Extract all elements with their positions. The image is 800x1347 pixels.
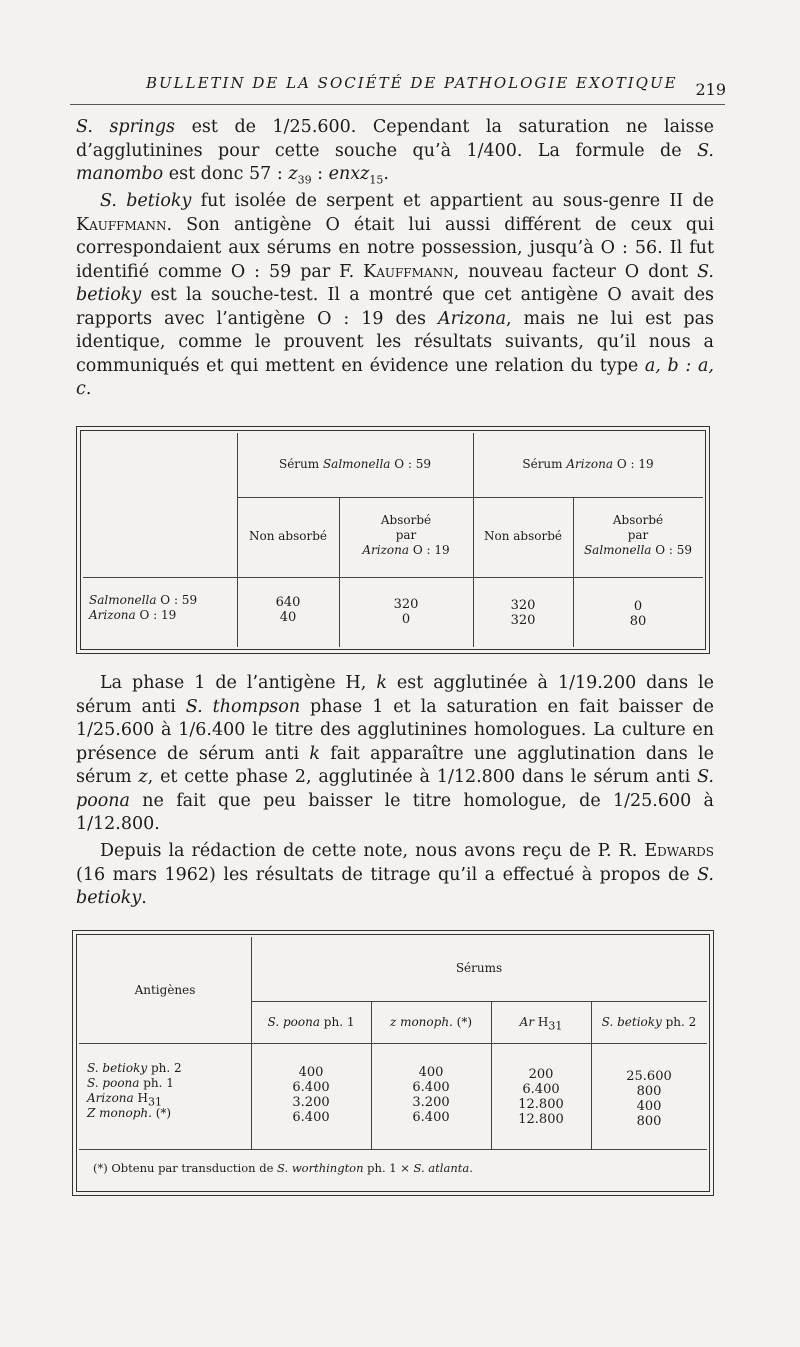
text-run: Depuis la rédaction de cette note, nous avons reçu de P. R.	[100, 841, 645, 861]
species-name: S. betioky	[601, 1015, 662, 1029]
page-number: 219	[695, 80, 726, 99]
table-cell: 3.200	[292, 1095, 330, 1110]
formula-factor: enxz	[328, 164, 370, 184]
species-name: S. springs	[76, 117, 176, 137]
author-name: Kauffmann	[76, 214, 167, 235]
text-run: H	[133, 1091, 148, 1105]
subheader-non-absorbe-2: Non absorbé	[483, 529, 562, 543]
text-run: est agglutinée à 1/19.200 dans le sérum anti	[76, 673, 714, 717]
text-run: O : 19	[409, 543, 450, 557]
paragraph-3	[76, 672, 714, 837]
text-run: ph. 2	[661, 1015, 697, 1029]
genus-name: Ar	[519, 1015, 535, 1029]
species-name: S. betioky	[87, 1061, 148, 1075]
table-cell: 3.200	[412, 1095, 450, 1110]
text-run: Sérum	[278, 457, 323, 471]
table-cell: 6.400	[412, 1080, 450, 1095]
paragraph-4	[76, 840, 714, 911]
text-run: est la souche-test. Il a montré que cet antigène O avait des rapports avec l’antigène O : 19 des	[76, 285, 714, 329]
text-run: .	[383, 164, 389, 184]
table-agglutination-h	[72, 930, 714, 1196]
author-name: Kauffmann	[363, 261, 454, 282]
text-run: O : 59	[651, 543, 693, 557]
text-line: Absorbé	[380, 513, 432, 527]
table-cell: 400	[636, 1099, 662, 1114]
species-name: S. poona	[87, 1076, 140, 1090]
row-label	[87, 1076, 247, 1091]
antigen-factor: k	[376, 673, 387, 693]
genus-name: Arizona	[437, 308, 507, 329]
subscript: 31	[147, 1095, 162, 1109]
table-cell: 25.600	[626, 1069, 672, 1084]
header-rule	[70, 104, 725, 105]
text-run: , et cette phase 2, agglutinée à 1/12.800 dans le sérum anti	[147, 767, 698, 787]
paragraph-1	[76, 116, 714, 192]
text-run: .	[85, 379, 92, 399]
table-cell: 400	[418, 1065, 444, 1080]
text-run: (*)	[452, 1015, 473, 1029]
table-cell: 800	[636, 1114, 662, 1129]
text-run: (16 mars 1962) les résultats de titrage qu’il a effectué à propos de	[76, 864, 698, 885]
footnote-rule	[79, 1149, 707, 1150]
paragraph-2	[76, 190, 714, 402]
text-run: . Son antigène O était lui aussi différent de ceux qui correspondaient aux sérums en notre possession, jusqu’à O : 56. Il fut identifié comme O : 59 par F.	[76, 214, 714, 282]
text-line: Absorbé	[612, 513, 664, 527]
genus-name: Salmonella	[583, 543, 652, 557]
table-cell: 40	[279, 610, 297, 625]
table-cell: 320	[510, 613, 536, 628]
text-run: (*) Obtenu par transduction de	[93, 1161, 278, 1175]
text-run: est de 1/25.600. Cependant la saturation ne laisse d’agglutinines pour cette souche qu’à 1/400. La formule de	[76, 117, 714, 161]
species-name: z monoph.	[389, 1015, 453, 1029]
group-header-arizona	[473, 457, 703, 472]
col-header-s-poona	[251, 1015, 371, 1030]
row-label	[89, 608, 235, 623]
table-cell: 0	[401, 612, 411, 627]
col-header-z-monoph	[371, 1015, 491, 1030]
header-rule	[251, 1001, 707, 1002]
table-cell: 320	[393, 597, 419, 612]
subheader-non-absorbe-1: Non absorbé	[248, 529, 327, 543]
table-cell: 640	[275, 595, 301, 610]
table-cell: 0	[633, 599, 643, 614]
running-header	[76, 74, 726, 102]
table-cell: 800	[636, 1084, 662, 1099]
text-run: O : 19	[135, 608, 177, 622]
table-cell: 12.800	[518, 1112, 564, 1127]
text-line: par	[395, 528, 417, 542]
formula-factor: z	[288, 164, 298, 184]
text-run: , mais ne lui est pas identique, comme le prouvent les résultats suivants, qu’il nous a communiqués et qui mettent en évidence une relation du type	[76, 308, 715, 376]
running-title: BULLETIN DE LA SOCIÉTÉ DE PATHOLOGIE EXOTIQUE	[146, 74, 678, 92]
antigen-factor: z	[138, 767, 148, 787]
species-name: S. manombo	[76, 140, 714, 184]
group-header-salmonella	[237, 457, 473, 472]
text-run: ph. 1 ×	[363, 1161, 414, 1175]
table-cell: 400	[298, 1065, 324, 1080]
text-run: O : 59	[156, 593, 198, 607]
antigen-factor: k	[309, 743, 320, 764]
row-label	[87, 1106, 247, 1121]
text-run: phase 1 et la saturation en fait baisser de 1/25.600 à 1/6.400 le titre des agglutinines homologues. La culture en présence de sérum anti	[76, 696, 714, 764]
table-cell: 6.400	[522, 1082, 560, 1097]
text-run: , nouveau facteur O dont	[453, 261, 698, 282]
table-cell: 6.400	[292, 1080, 330, 1095]
species-name: S. betioky	[100, 191, 192, 211]
body-rule	[79, 1043, 707, 1044]
text-run: (*)	[151, 1106, 172, 1120]
species-name: S. thompson	[185, 696, 301, 717]
text-run: La phase 1 de l’antigène H,	[100, 673, 377, 693]
text-run: ph. 1	[319, 1015, 355, 1029]
header-rule	[237, 497, 703, 498]
table-agglutination-o	[76, 426, 710, 654]
text-run: .	[141, 888, 147, 908]
table-cell: 320	[510, 598, 536, 613]
species-name: Z monoph.	[87, 1106, 152, 1120]
table-footnote	[93, 1161, 693, 1175]
text-run: O : 19	[613, 457, 654, 471]
text-line	[339, 543, 473, 558]
species-name: S. poona	[76, 767, 714, 811]
text-run: .	[469, 1161, 473, 1175]
text-line: par	[627, 528, 649, 542]
genus-name: Arizona	[87, 1091, 134, 1105]
genus-name: Salmonella	[322, 457, 391, 471]
genus-name: Arizona	[362, 543, 410, 557]
species-name: S. betioky	[76, 261, 714, 305]
header-serums: Sérums	[455, 961, 503, 975]
species-name: S. atlanta	[413, 1161, 470, 1175]
text-run: ne fait que peu baisser le titre homologue, de 1/25.600 à 1/12.800.	[76, 790, 714, 834]
genus-name: Salmonella	[89, 593, 157, 607]
subheader-absorbe-arizona	[339, 513, 473, 558]
body-rule	[83, 577, 703, 578]
text-run: fut isolée de serpent et appartient au sous-genre II de	[191, 191, 714, 211]
text-run: est donc 57 :	[163, 164, 289, 184]
text-run: ph. 2	[147, 1061, 182, 1075]
table-cell: 12.800	[518, 1097, 564, 1112]
text-run: O : 59	[390, 457, 432, 471]
col-header-s-betioky	[591, 1015, 707, 1030]
species-name: S. poona	[267, 1015, 320, 1029]
genus-name: Arizona	[89, 608, 136, 622]
text-run: ph. 1	[139, 1076, 174, 1090]
row-label	[89, 593, 235, 608]
col-header-ar-h31	[491, 1015, 591, 1033]
text-line	[573, 543, 703, 558]
genus-name: Arizona	[566, 457, 614, 471]
text-run: Sérum	[522, 457, 567, 471]
subscript: 31	[548, 1019, 563, 1033]
table-cell: 80	[629, 614, 647, 629]
author-name: Edwards	[644, 841, 714, 861]
table-cell: 200	[528, 1067, 554, 1082]
header-antigenes: Antigènes	[134, 983, 196, 997]
table-cell: 6.400	[292, 1110, 330, 1125]
text-run: :	[311, 164, 329, 184]
relation-type: a, b : a, c	[76, 355, 714, 399]
subscript: 39	[297, 173, 312, 187]
text-run: fait apparaître une agglutination dans le sérum	[76, 743, 714, 787]
species-name: S. betioky	[76, 864, 714, 908]
subscript: 15	[369, 173, 384, 187]
text-run: H	[534, 1015, 549, 1029]
row-label	[87, 1061, 247, 1076]
subheader-absorbe-salmonella	[573, 513, 703, 558]
table-cell: 6.400	[412, 1110, 450, 1125]
species-name: S. worthington	[277, 1161, 364, 1175]
